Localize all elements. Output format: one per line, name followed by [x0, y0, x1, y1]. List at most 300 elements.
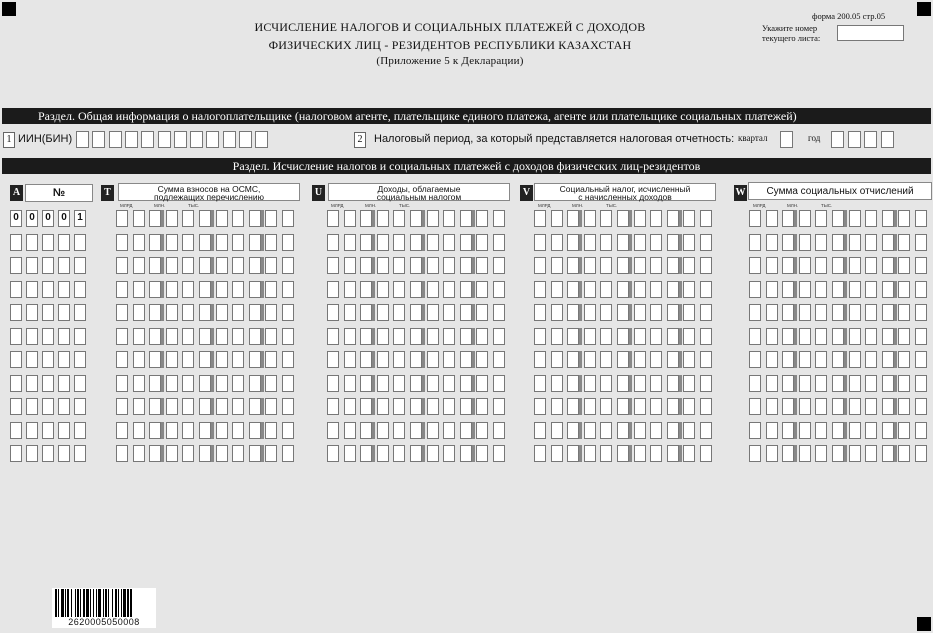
- row-number-cell[interactable]: [58, 304, 70, 321]
- amount-digit-cell[interactable]: [832, 304, 844, 321]
- amount-digit-cell[interactable]: [551, 328, 563, 345]
- amount-digit-cell[interactable]: [265, 304, 277, 321]
- amount-digit-cell[interactable]: [782, 445, 794, 462]
- amount-digit-cell[interactable]: [265, 210, 277, 227]
- amount-digit-cell[interactable]: [915, 445, 927, 462]
- amount-digit-cell[interactable]: [249, 210, 261, 227]
- amount-digit-cell[interactable]: [476, 398, 488, 415]
- year-digit-cell[interactable]: [848, 131, 861, 148]
- row-number-cell[interactable]: 1: [74, 210, 86, 227]
- amount-digit-cell[interactable]: [476, 351, 488, 368]
- amount-digit-cell[interactable]: [865, 304, 877, 321]
- amount-digit-cell[interactable]: [634, 422, 646, 439]
- amount-digit-cell[interactable]: [265, 445, 277, 462]
- amount-digit-cell[interactable]: [749, 398, 761, 415]
- amount-digit-cell[interactable]: [567, 328, 579, 345]
- amount-digit-cell[interactable]: [360, 281, 372, 298]
- amount-digit-cell[interactable]: [766, 422, 778, 439]
- amount-digit-cell[interactable]: [832, 422, 844, 439]
- amount-digit-cell[interactable]: [915, 422, 927, 439]
- amount-digit-cell[interactable]: [344, 257, 356, 274]
- amount-digit-cell[interactable]: [799, 328, 811, 345]
- amount-digit-cell[interactable]: [360, 375, 372, 392]
- amount-digit-cell[interactable]: [567, 281, 579, 298]
- amount-digit-cell[interactable]: [327, 328, 339, 345]
- amount-digit-cell[interactable]: [898, 304, 910, 321]
- amount-digit-cell[interactable]: [232, 281, 244, 298]
- amount-digit-cell[interactable]: [344, 234, 356, 251]
- amount-digit-cell[interactable]: [567, 398, 579, 415]
- amount-digit-cell[interactable]: [832, 234, 844, 251]
- amount-digit-cell[interactable]: [460, 257, 472, 274]
- amount-digit-cell[interactable]: [166, 281, 178, 298]
- amount-digit-cell[interactable]: [898, 375, 910, 392]
- amount-digit-cell[interactable]: [567, 375, 579, 392]
- amount-digit-cell[interactable]: [265, 398, 277, 415]
- amount-digit-cell[interactable]: [216, 281, 228, 298]
- amount-digit-cell[interactable]: [249, 375, 261, 392]
- amount-digit-cell[interactable]: [534, 304, 546, 321]
- amount-digit-cell[interactable]: [216, 422, 228, 439]
- amount-digit-cell[interactable]: [700, 281, 712, 298]
- amount-digit-cell[interactable]: [427, 257, 439, 274]
- amount-digit-cell[interactable]: [534, 398, 546, 415]
- amount-digit-cell[interactable]: [360, 351, 372, 368]
- amount-digit-cell[interactable]: [493, 304, 505, 321]
- row-number-cell[interactable]: [58, 422, 70, 439]
- amount-digit-cell[interactable]: [133, 257, 145, 274]
- amount-digit-cell[interactable]: [667, 281, 679, 298]
- amount-digit-cell[interactable]: [650, 210, 662, 227]
- amount-digit-cell[interactable]: [782, 422, 794, 439]
- amount-digit-cell[interactable]: [249, 351, 261, 368]
- row-number-cell[interactable]: [10, 328, 22, 345]
- amount-digit-cell[interactable]: [344, 445, 356, 462]
- amount-digit-cell[interactable]: [149, 398, 161, 415]
- amount-digit-cell[interactable]: [360, 234, 372, 251]
- amount-digit-cell[interactable]: [600, 351, 612, 368]
- amount-digit-cell[interactable]: [898, 257, 910, 274]
- amount-digit-cell[interactable]: [683, 398, 695, 415]
- amount-digit-cell[interactable]: [865, 445, 877, 462]
- amount-digit-cell[interactable]: [327, 351, 339, 368]
- amount-digit-cell[interactable]: [410, 375, 422, 392]
- amount-digit-cell[interactable]: [650, 281, 662, 298]
- amount-digit-cell[interactable]: [282, 234, 294, 251]
- amount-digit-cell[interactable]: [551, 351, 563, 368]
- amount-digit-cell[interactable]: [766, 328, 778, 345]
- amount-digit-cell[interactable]: [427, 304, 439, 321]
- amount-digit-cell[interactable]: [427, 281, 439, 298]
- row-number-cell[interactable]: [26, 422, 38, 439]
- iin-digit-cell[interactable]: [255, 131, 268, 148]
- row-number-cell[interactable]: [42, 375, 54, 392]
- amount-digit-cell[interactable]: [567, 257, 579, 274]
- amount-digit-cell[interactable]: [393, 234, 405, 251]
- amount-digit-cell[interactable]: [782, 304, 794, 321]
- amount-digit-cell[interactable]: [377, 304, 389, 321]
- amount-digit-cell[interactable]: [849, 398, 861, 415]
- amount-digit-cell[interactable]: [766, 234, 778, 251]
- amount-digit-cell[interactable]: [116, 445, 128, 462]
- amount-digit-cell[interactable]: [766, 210, 778, 227]
- amount-digit-cell[interactable]: [282, 328, 294, 345]
- amount-digit-cell[interactable]: [898, 351, 910, 368]
- amount-digit-cell[interactable]: [600, 445, 612, 462]
- amount-digit-cell[interactable]: [344, 210, 356, 227]
- amount-digit-cell[interactable]: [410, 445, 422, 462]
- amount-digit-cell[interactable]: [427, 375, 439, 392]
- amount-digit-cell[interactable]: [344, 422, 356, 439]
- row-number-cell[interactable]: 0: [58, 210, 70, 227]
- amount-digit-cell[interactable]: [600, 234, 612, 251]
- iin-digit-cell[interactable]: [239, 131, 252, 148]
- amount-digit-cell[interactable]: [667, 257, 679, 274]
- amount-digit-cell[interactable]: [410, 422, 422, 439]
- row-number-cell[interactable]: [42, 304, 54, 321]
- amount-digit-cell[interactable]: [799, 210, 811, 227]
- amount-digit-cell[interactable]: [749, 281, 761, 298]
- amount-digit-cell[interactable]: [116, 398, 128, 415]
- amount-digit-cell[interactable]: [249, 234, 261, 251]
- amount-digit-cell[interactable]: [799, 257, 811, 274]
- amount-digit-cell[interactable]: [493, 281, 505, 298]
- amount-digit-cell[interactable]: [116, 281, 128, 298]
- row-number-cell[interactable]: [58, 445, 70, 462]
- amount-digit-cell[interactable]: [216, 304, 228, 321]
- row-number-cell[interactable]: [74, 445, 86, 462]
- amount-digit-cell[interactable]: [344, 375, 356, 392]
- amount-digit-cell[interactable]: [460, 328, 472, 345]
- amount-digit-cell[interactable]: [815, 281, 827, 298]
- amount-digit-cell[interactable]: [600, 328, 612, 345]
- amount-digit-cell[interactable]: [182, 281, 194, 298]
- amount-digit-cell[interactable]: [427, 328, 439, 345]
- amount-digit-cell[interactable]: [915, 257, 927, 274]
- amount-digit-cell[interactable]: [700, 422, 712, 439]
- amount-digit-cell[interactable]: [377, 422, 389, 439]
- amount-digit-cell[interactable]: [534, 234, 546, 251]
- row-number-cell[interactable]: [26, 257, 38, 274]
- amount-digit-cell[interactable]: [327, 281, 339, 298]
- amount-digit-cell[interactable]: [377, 375, 389, 392]
- amount-digit-cell[interactable]: [749, 375, 761, 392]
- amount-digit-cell[interactable]: [232, 328, 244, 345]
- amount-digit-cell[interactable]: [766, 445, 778, 462]
- amount-digit-cell[interactable]: [617, 422, 629, 439]
- year-digit-cell[interactable]: [881, 131, 894, 148]
- amount-digit-cell[interactable]: [617, 257, 629, 274]
- amount-digit-cell[interactable]: [634, 304, 646, 321]
- amount-digit-cell[interactable]: [617, 210, 629, 227]
- amount-digit-cell[interactable]: [865, 398, 877, 415]
- amount-digit-cell[interactable]: [149, 445, 161, 462]
- amount-digit-cell[interactable]: [199, 234, 211, 251]
- amount-digit-cell[interactable]: [567, 210, 579, 227]
- amount-digit-cell[interactable]: [116, 304, 128, 321]
- amount-digit-cell[interactable]: [600, 398, 612, 415]
- amount-digit-cell[interactable]: [683, 257, 695, 274]
- amount-digit-cell[interactable]: [443, 304, 455, 321]
- amount-digit-cell[interactable]: [832, 375, 844, 392]
- amount-digit-cell[interactable]: [849, 234, 861, 251]
- amount-digit-cell[interactable]: [915, 234, 927, 251]
- row-number-cell[interactable]: [10, 304, 22, 321]
- amount-digit-cell[interactable]: [460, 281, 472, 298]
- amount-digit-cell[interactable]: [182, 210, 194, 227]
- row-number-cell[interactable]: 0: [10, 210, 22, 227]
- amount-digit-cell[interactable]: [182, 422, 194, 439]
- amount-digit-cell[interactable]: [216, 234, 228, 251]
- amount-digit-cell[interactable]: [393, 257, 405, 274]
- amount-digit-cell[interactable]: [199, 375, 211, 392]
- amount-digit-cell[interactable]: [749, 234, 761, 251]
- amount-digit-cell[interactable]: [182, 257, 194, 274]
- row-number-cell[interactable]: [26, 328, 38, 345]
- amount-digit-cell[interactable]: [360, 422, 372, 439]
- amount-digit-cell[interactable]: [493, 234, 505, 251]
- amount-digit-cell[interactable]: [166, 351, 178, 368]
- amount-digit-cell[interactable]: [667, 210, 679, 227]
- row-number-cell[interactable]: [74, 281, 86, 298]
- amount-digit-cell[interactable]: [377, 210, 389, 227]
- amount-digit-cell[interactable]: [166, 210, 178, 227]
- amount-digit-cell[interactable]: [166, 398, 178, 415]
- amount-digit-cell[interactable]: [393, 304, 405, 321]
- amount-digit-cell[interactable]: [460, 210, 472, 227]
- row-number-cell[interactable]: 0: [42, 210, 54, 227]
- row-number-cell[interactable]: [74, 351, 86, 368]
- amount-digit-cell[interactable]: [683, 304, 695, 321]
- amount-digit-cell[interactable]: [427, 234, 439, 251]
- amount-digit-cell[interactable]: [443, 445, 455, 462]
- amount-digit-cell[interactable]: [700, 234, 712, 251]
- amount-digit-cell[interactable]: [410, 210, 422, 227]
- amount-digit-cell[interactable]: [865, 422, 877, 439]
- amount-digit-cell[interactable]: [344, 281, 356, 298]
- amount-digit-cell[interactable]: [667, 422, 679, 439]
- amount-digit-cell[interactable]: [199, 445, 211, 462]
- amount-digit-cell[interactable]: [617, 234, 629, 251]
- amount-digit-cell[interactable]: [232, 304, 244, 321]
- amount-digit-cell[interactable]: [832, 398, 844, 415]
- amount-digit-cell[interactable]: [249, 445, 261, 462]
- amount-digit-cell[interactable]: [650, 328, 662, 345]
- row-number-cell[interactable]: [58, 375, 70, 392]
- amount-digit-cell[interactable]: [898, 328, 910, 345]
- row-number-cell[interactable]: [74, 328, 86, 345]
- amount-digit-cell[interactable]: [344, 398, 356, 415]
- amount-digit-cell[interactable]: [865, 281, 877, 298]
- amount-digit-cell[interactable]: [232, 422, 244, 439]
- amount-digit-cell[interactable]: [360, 210, 372, 227]
- amount-digit-cell[interactable]: [410, 257, 422, 274]
- amount-digit-cell[interactable]: [782, 398, 794, 415]
- amount-digit-cell[interactable]: [216, 257, 228, 274]
- amount-digit-cell[interactable]: [282, 281, 294, 298]
- amount-digit-cell[interactable]: [149, 375, 161, 392]
- row-number-cell[interactable]: [10, 281, 22, 298]
- amount-digit-cell[interactable]: [460, 304, 472, 321]
- amount-digit-cell[interactable]: [865, 210, 877, 227]
- amount-digit-cell[interactable]: [493, 210, 505, 227]
- amount-digit-cell[interactable]: [650, 234, 662, 251]
- amount-digit-cell[interactable]: [567, 234, 579, 251]
- row-number-cell[interactable]: [58, 328, 70, 345]
- amount-digit-cell[interactable]: [282, 375, 294, 392]
- amount-digit-cell[interactable]: [882, 234, 894, 251]
- amount-digit-cell[interactable]: [865, 257, 877, 274]
- amount-digit-cell[interactable]: [216, 375, 228, 392]
- amount-digit-cell[interactable]: [133, 375, 145, 392]
- amount-digit-cell[interactable]: [166, 304, 178, 321]
- amount-digit-cell[interactable]: [882, 304, 894, 321]
- row-number-cell[interactable]: [74, 375, 86, 392]
- amount-digit-cell[interactable]: [182, 445, 194, 462]
- iin-digit-cell[interactable]: [92, 131, 105, 148]
- amount-digit-cell[interactable]: [393, 445, 405, 462]
- amount-digit-cell[interactable]: [232, 398, 244, 415]
- amount-digit-cell[interactable]: [782, 257, 794, 274]
- amount-digit-cell[interactable]: [182, 234, 194, 251]
- amount-digit-cell[interactable]: [849, 375, 861, 392]
- amount-digit-cell[interactable]: [534, 422, 546, 439]
- amount-digit-cell[interactable]: [898, 281, 910, 298]
- amount-digit-cell[interactable]: [199, 398, 211, 415]
- amount-digit-cell[interactable]: [265, 234, 277, 251]
- amount-digit-cell[interactable]: [832, 351, 844, 368]
- amount-digit-cell[interactable]: [327, 422, 339, 439]
- amount-digit-cell[interactable]: [149, 304, 161, 321]
- amount-digit-cell[interactable]: [393, 398, 405, 415]
- row-number-cell[interactable]: [42, 351, 54, 368]
- amount-digit-cell[interactable]: [749, 445, 761, 462]
- amount-digit-cell[interactable]: [799, 304, 811, 321]
- amount-digit-cell[interactable]: [476, 445, 488, 462]
- amount-digit-cell[interactable]: [551, 234, 563, 251]
- amount-digit-cell[interactable]: [460, 351, 472, 368]
- amount-digit-cell[interactable]: [282, 257, 294, 274]
- amount-digit-cell[interactable]: [617, 351, 629, 368]
- amount-digit-cell[interactable]: [799, 422, 811, 439]
- amount-digit-cell[interactable]: [534, 445, 546, 462]
- amount-digit-cell[interactable]: [360, 257, 372, 274]
- amount-digit-cell[interactable]: [915, 281, 927, 298]
- amount-digit-cell[interactable]: [650, 422, 662, 439]
- amount-digit-cell[interactable]: [360, 398, 372, 415]
- row-number-cell[interactable]: [42, 234, 54, 251]
- amount-digit-cell[interactable]: [149, 257, 161, 274]
- amount-digit-cell[interactable]: [216, 210, 228, 227]
- amount-digit-cell[interactable]: [882, 398, 894, 415]
- amount-digit-cell[interactable]: [327, 375, 339, 392]
- amount-digit-cell[interactable]: [133, 351, 145, 368]
- amount-digit-cell[interactable]: [667, 445, 679, 462]
- amount-digit-cell[interactable]: [166, 257, 178, 274]
- amount-digit-cell[interactable]: [166, 445, 178, 462]
- amount-digit-cell[interactable]: [149, 328, 161, 345]
- row-number-cell[interactable]: [10, 445, 22, 462]
- iin-digit-cell[interactable]: [206, 131, 219, 148]
- amount-digit-cell[interactable]: [898, 234, 910, 251]
- row-number-cell[interactable]: [26, 398, 38, 415]
- amount-digit-cell[interactable]: [600, 304, 612, 321]
- amount-digit-cell[interactable]: [849, 422, 861, 439]
- amount-digit-cell[interactable]: [232, 257, 244, 274]
- amount-digit-cell[interactable]: [567, 304, 579, 321]
- amount-digit-cell[interactable]: [683, 210, 695, 227]
- amount-digit-cell[interactable]: [815, 234, 827, 251]
- amount-digit-cell[interactable]: [460, 445, 472, 462]
- amount-digit-cell[interactable]: [410, 398, 422, 415]
- amount-digit-cell[interactable]: [249, 328, 261, 345]
- amount-digit-cell[interactable]: [534, 210, 546, 227]
- row-number-cell[interactable]: [74, 257, 86, 274]
- amount-digit-cell[interactable]: [815, 304, 827, 321]
- amount-digit-cell[interactable]: [667, 398, 679, 415]
- amount-digit-cell[interactable]: [327, 304, 339, 321]
- amount-digit-cell[interactable]: [166, 328, 178, 345]
- amount-digit-cell[interactable]: [749, 328, 761, 345]
- amount-digit-cell[interactable]: [249, 422, 261, 439]
- amount-digit-cell[interactable]: [182, 328, 194, 345]
- amount-digit-cell[interactable]: [898, 210, 910, 227]
- amount-digit-cell[interactable]: [799, 351, 811, 368]
- amount-digit-cell[interactable]: [282, 304, 294, 321]
- amount-digit-cell[interactable]: [327, 257, 339, 274]
- amount-digit-cell[interactable]: [443, 234, 455, 251]
- amount-digit-cell[interactable]: [460, 398, 472, 415]
- amount-digit-cell[interactable]: [551, 257, 563, 274]
- row-number-cell[interactable]: [26, 375, 38, 392]
- amount-digit-cell[interactable]: [249, 257, 261, 274]
- amount-digit-cell[interactable]: [232, 234, 244, 251]
- amount-digit-cell[interactable]: [216, 398, 228, 415]
- amount-digit-cell[interactable]: [865, 234, 877, 251]
- amount-digit-cell[interactable]: [584, 304, 596, 321]
- amount-digit-cell[interactable]: [832, 210, 844, 227]
- amount-digit-cell[interactable]: [749, 257, 761, 274]
- quarter-input[interactable]: [780, 131, 793, 148]
- amount-digit-cell[interactable]: [650, 351, 662, 368]
- amount-digit-cell[interactable]: [476, 234, 488, 251]
- amount-digit-cell[interactable]: [865, 328, 877, 345]
- amount-digit-cell[interactable]: [427, 210, 439, 227]
- amount-digit-cell[interactable]: [551, 422, 563, 439]
- amount-digit-cell[interactable]: [493, 257, 505, 274]
- amount-digit-cell[interactable]: [766, 351, 778, 368]
- amount-digit-cell[interactable]: [443, 328, 455, 345]
- amount-digit-cell[interactable]: [815, 351, 827, 368]
- row-number-cell[interactable]: [58, 398, 70, 415]
- amount-digit-cell[interactable]: [700, 398, 712, 415]
- amount-digit-cell[interactable]: [584, 351, 596, 368]
- amount-digit-cell[interactable]: [116, 328, 128, 345]
- amount-digit-cell[interactable]: [849, 351, 861, 368]
- amount-digit-cell[interactable]: [849, 257, 861, 274]
- amount-digit-cell[interactable]: [882, 445, 894, 462]
- amount-digit-cell[interactable]: [799, 281, 811, 298]
- amount-digit-cell[interactable]: [882, 281, 894, 298]
- amount-digit-cell[interactable]: [865, 351, 877, 368]
- amount-digit-cell[interactable]: [360, 328, 372, 345]
- amount-digit-cell[interactable]: [634, 328, 646, 345]
- row-number-cell[interactable]: [74, 234, 86, 251]
- amount-digit-cell[interactable]: [493, 422, 505, 439]
- amount-digit-cell[interactable]: [882, 351, 894, 368]
- amount-digit-cell[interactable]: [493, 328, 505, 345]
- amount-digit-cell[interactable]: [133, 304, 145, 321]
